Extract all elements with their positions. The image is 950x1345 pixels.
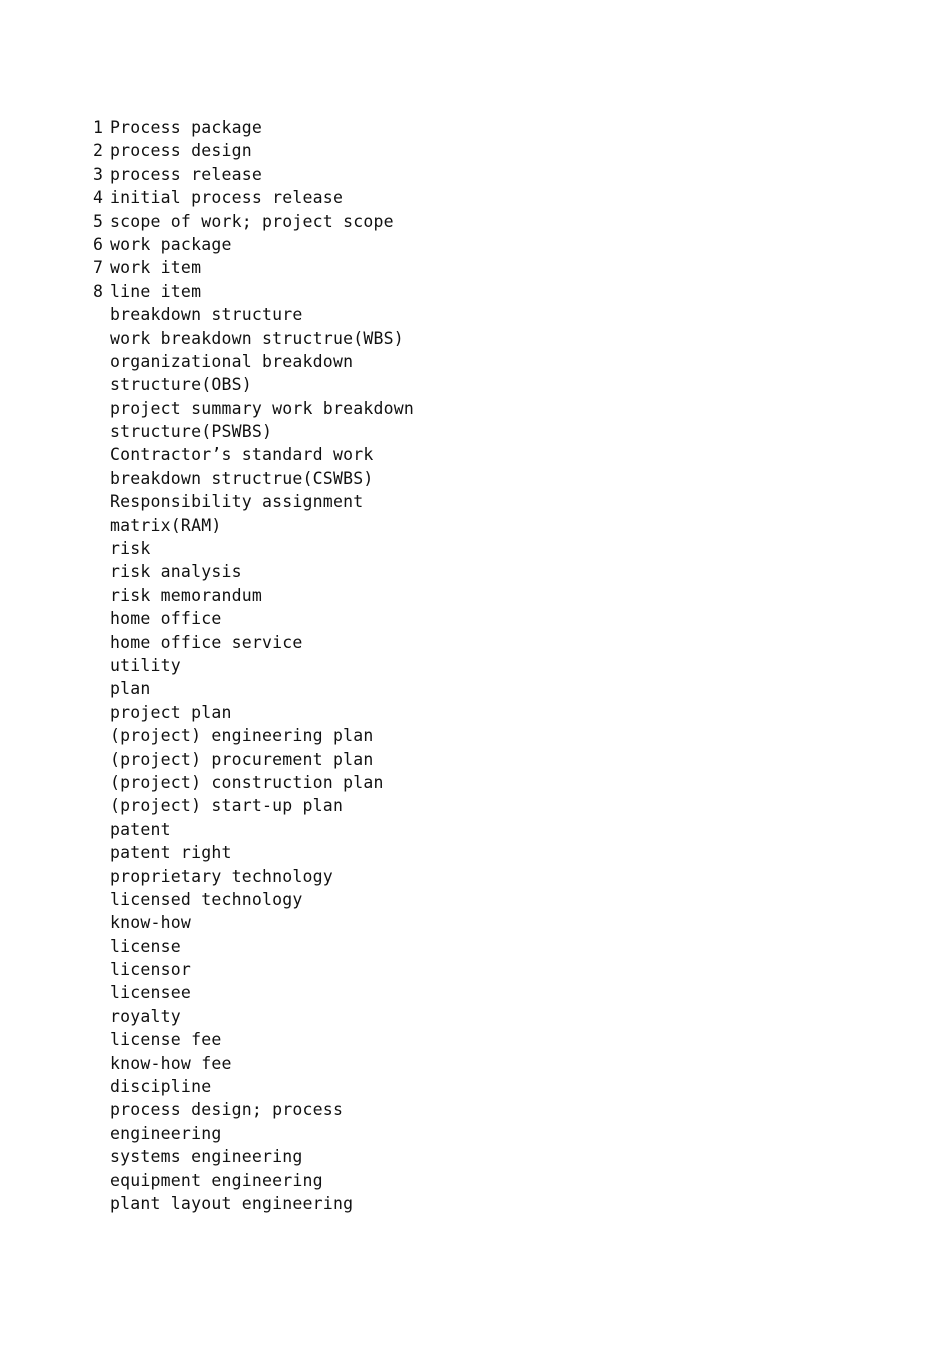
term-text: (project) procurement plan <box>110 749 374 769</box>
term-text: scope of work; project scope <box>110 211 394 231</box>
term-row <box>90 1005 414 1028</box>
term-list <box>90 116 414 1215</box>
term-number <box>90 654 110 677</box>
term-row <box>90 724 414 747</box>
term-row <box>90 443 414 466</box>
term-text: licensee <box>110 983 192 1003</box>
term-row <box>90 537 414 560</box>
term-text: home office service <box>110 632 303 652</box>
term-row <box>90 794 414 817</box>
term-row <box>90 116 414 139</box>
term-text: (project) start-up plan <box>110 796 344 816</box>
term-number <box>90 1122 110 1145</box>
term-row <box>90 210 414 233</box>
term-text: process design <box>110 141 252 161</box>
term-number <box>90 888 110 911</box>
term-number: 6 <box>93 234 103 254</box>
term-text: plan <box>110 679 151 699</box>
term-text: process design; process <box>110 1100 344 1120</box>
term-number <box>90 1052 110 1075</box>
term-row <box>90 397 414 420</box>
term-text: systems engineering <box>110 1147 303 1167</box>
term-text: process release <box>110 164 263 184</box>
term-number: 3 <box>93 164 103 184</box>
term-text: organizational breakdown <box>110 351 354 371</box>
term-row <box>90 584 414 607</box>
term-text: risk <box>110 539 151 559</box>
term-number <box>90 794 110 817</box>
term-row <box>90 1169 414 1192</box>
term-row <box>90 654 414 677</box>
term-text: know-how fee <box>110 1053 232 1073</box>
term-row <box>90 327 414 350</box>
term-number <box>90 443 110 466</box>
term-row <box>90 514 414 537</box>
term-row <box>90 420 414 443</box>
term-number <box>90 397 110 420</box>
term-row <box>90 163 414 186</box>
term-text: license fee <box>110 1030 222 1050</box>
term-number <box>90 631 110 654</box>
term-text: know-how <box>110 913 192 933</box>
term-row <box>90 701 414 724</box>
term-number <box>90 467 110 490</box>
term-number <box>90 327 110 350</box>
term-text: initial process release <box>110 188 344 208</box>
term-number: 7 <box>93 258 103 278</box>
term-row <box>90 935 414 958</box>
term-text: patent right <box>110 843 232 863</box>
term-number <box>90 935 110 958</box>
term-row <box>90 467 414 490</box>
term-number: 4 <box>93 188 103 208</box>
term-text: work item <box>110 258 202 278</box>
term-number <box>90 865 110 888</box>
term-text: risk memorandum <box>110 585 263 605</box>
term-text: Contractor’s standard work <box>110 445 374 465</box>
term-row <box>90 186 414 209</box>
term-text: structure(PSWBS) <box>110 422 273 442</box>
term-text: utility <box>110 655 181 675</box>
term-number <box>90 1075 110 1098</box>
term-row <box>90 1192 414 1215</box>
term-row <box>90 1145 414 1168</box>
term-text: project summary work breakdown <box>110 398 415 418</box>
term-row <box>90 771 414 794</box>
term-row <box>90 373 414 396</box>
term-number: 5 <box>93 211 103 231</box>
term-row <box>90 841 414 864</box>
term-row <box>90 888 414 911</box>
term-text: discipline <box>110 1077 212 1097</box>
term-number <box>90 818 110 841</box>
term-number: 8 <box>93 281 103 301</box>
term-text: work package <box>110 234 232 254</box>
term-number <box>90 724 110 747</box>
term-number: 2 <box>93 141 103 161</box>
term-row <box>90 560 414 583</box>
term-number <box>90 701 110 724</box>
term-number <box>90 350 110 373</box>
term-text: engineering <box>110 1123 222 1143</box>
term-text: (project) construction plan <box>110 772 384 792</box>
term-row <box>90 256 414 279</box>
term-number <box>90 607 110 630</box>
term-row <box>90 677 414 700</box>
term-text: breakdown structrue(CSWBS) <box>110 468 374 488</box>
term-text: equipment engineering <box>110 1170 323 1190</box>
term-text: project plan <box>110 702 232 722</box>
term-number <box>90 303 110 326</box>
term-text: matrix(RAM) <box>110 515 222 535</box>
term-number <box>90 514 110 537</box>
term-row <box>90 1028 414 1051</box>
term-row <box>90 350 414 373</box>
term-number <box>90 420 110 443</box>
term-row <box>90 607 414 630</box>
term-row <box>90 139 414 162</box>
term-text: structure(OBS) <box>110 375 252 395</box>
term-text: work breakdown structrue(WBS) <box>110 328 404 348</box>
term-text: (project) engineering plan <box>110 726 374 746</box>
term-number <box>90 1145 110 1168</box>
term-text: plant layout engineering <box>110 1193 354 1213</box>
term-number <box>90 490 110 513</box>
term-number <box>90 911 110 934</box>
term-text: risk analysis <box>110 562 242 582</box>
term-number <box>90 677 110 700</box>
term-number: 1 <box>93 118 103 137</box>
term-text: licensor <box>110 960 192 980</box>
term-text: royalty <box>110 1006 181 1026</box>
term-text: license <box>110 936 181 956</box>
term-number <box>90 560 110 583</box>
term-row <box>90 1098 414 1121</box>
term-row <box>90 1122 414 1145</box>
term-row <box>90 748 414 771</box>
term-row <box>90 631 414 654</box>
term-row <box>90 490 414 513</box>
term-number <box>90 1098 110 1121</box>
term-row <box>90 818 414 841</box>
term-number <box>90 1169 110 1192</box>
term-number <box>90 584 110 607</box>
term-number <box>90 841 110 864</box>
term-number <box>90 748 110 771</box>
term-row <box>90 280 414 303</box>
term-number <box>90 958 110 981</box>
term-row <box>90 981 414 1004</box>
term-number <box>90 771 110 794</box>
term-number <box>90 981 110 1004</box>
term-row <box>90 1075 414 1098</box>
term-text: home office <box>110 609 222 629</box>
term-text: breakdown structure <box>110 305 303 325</box>
term-row <box>90 303 414 326</box>
term-text: proprietary technology <box>110 866 333 886</box>
term-row <box>90 865 414 888</box>
term-row <box>90 958 414 981</box>
term-number <box>90 373 110 396</box>
term-row <box>90 233 414 256</box>
term-number <box>90 537 110 560</box>
term-number <box>90 1192 110 1215</box>
term-text: Process package <box>110 118 263 137</box>
term-row <box>90 911 414 934</box>
term-number <box>90 1028 110 1051</box>
term-text: licensed technology <box>110 889 303 909</box>
term-text: line item <box>110 281 202 301</box>
term-number <box>90 1005 110 1028</box>
term-text: patent <box>110 819 171 839</box>
term-text: Responsibility assignment <box>110 492 364 512</box>
term-row <box>90 1052 414 1075</box>
